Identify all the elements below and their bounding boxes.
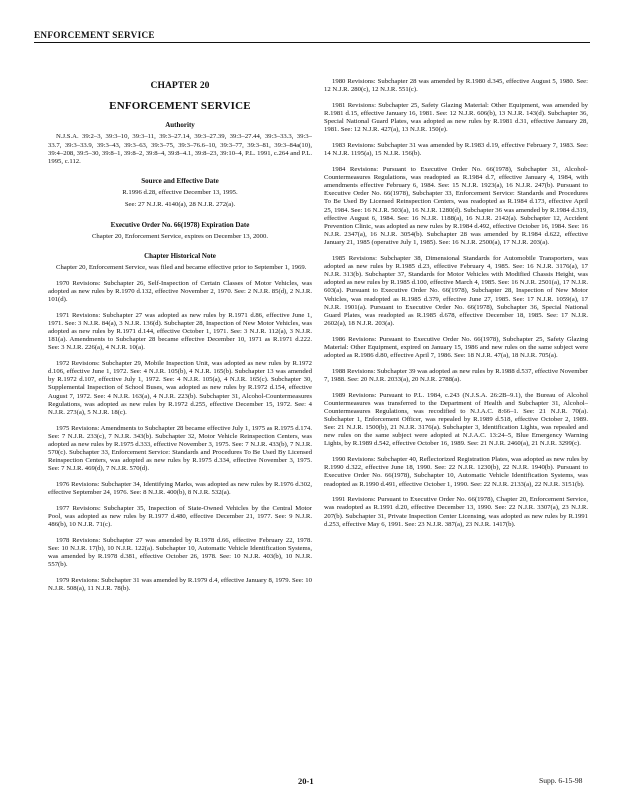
history-heading: Chapter Historical Note [144,251,216,260]
history-paragraph: 1970 Revisions: Subchapter 26, Self-Inspection of Certain Classes of Motor Vehicles, was adopted as new rules by R.1970 d.132, effective November 2, 1970. See: 2 N.J.R. 85(d), 2 N.J.R. 101(d). [48,279,312,303]
source-citation: See: 27 N.J.R. 4140(a), 28 N.J.R. 272(a). [124,201,236,209]
source-heading: Source and Effective Date [141,177,219,186]
history-paragraph: 1977 Revisions: Subchapter 35, Inspection of State-Owned Vehicles by the Central Motor Pool, was adopted as new rules by R.1977 d.480, effective December 21, 1977. See: 9 N.J.R. 486(b), 10 N.J.R. 71(c). [48,504,312,529]
source-line: R.1996 d.28, effective December 13, 1995. [122,189,238,197]
history-paragraph: 1986 Revisions: Pursuant to Executive Order No. 66(1978), Subchapter 25, Safety Glazing Material: Other Equipment, expired on January 15, 1986 and new rules on the same subject were adopted as R.1986 d.80, effective April 7, 1986. See: 18 N.J.R. 47(a), 18 N.J.R. 705(a). [324,335,588,360]
history-paragraph: 1984 Revisions: Pursuant to Executive Order No. 66(1978), Subchapter 31, Alcohol-Countermeasures Regulations, was readopted as R.1984 d.7, effective January 4, 1984, with amendments effective February 6, 1984. See: 15 N.J.R. 1923(a), 16 N.J.R. 247(b). Pursuant to Executive Order No. 66(1978), Subchapter 33, Enforcement Service: Standards and Procedures To Be Used By Licensed Reinspection Centers, was readopted as R.1984 d.173, effective April 25, 1984. See: 16 N.J.R. 503(a), 16 N.J.R. 1280(d). Subchapter 36 was amended by R.1984 d.319, effective August 6, 1984. See: 16 N.J.R. 1188(a), 16 N.J.R. 2142(a). Subchapter 12, Accident Prevention Clinic, was adopted as new rules by R.1984 d.492, effective October 16, 1984. See: 16 N.J.R. 2347(a), 16 N.J.R. 3054(b). Subchapter 28 was amended by R.1984 d.622, effective January 21, 1985 (operative July 1, 1985). See: 16 N.J.R. 2500(a), 17 N.J.R. 203(a). [324,165,588,247]
history-paragraph: 1976 Revisions: Subchapter 34, Identifying Marks, was adopted as new rules by R.1976 d.302, effective September 24, 1976. See: 8 N.J.R. 400(b), 8 N.J.R. 532(a). [48,480,312,497]
header-rule [34,42,590,43]
history-paragraph: 1979 Revisions: Subchapter 31 was amended by R.1979 d.4, effective January 8, 1979. See: 10 N.J.R. 508(a), 11 N.J.R. 78(b). [48,576,312,593]
history-paragraph: 1991 Revisions: Pursuant to Executive Order No. 66(1978), Chapter 20, Enforcement Service, was readopted as R.1991 d.20, effective December 13, 1990. See: 22 N.J.R. 3307(a), 23 N.J.R. 207(b). Subchapter 31, Private Inspection Center Licensing, was adopted as new rules by R.1991 d.253, effective May 6, 1991. See: 23 N.J.R. 387(a), 23 N.J.R. 1417(b). [324,496,588,528]
history-paragraph: 1981 Revisions: Subchapter 25, Safety Glazing Material: Other Equipment, was amended by R.1981 d.15, effective January 16, 1981. See: 12 N.J.R. 606(b), 13 N.J.R. 143(d). Subchapter 36, Special National Guard Plates, was adopted as new rules by R.1981 d.31, effective January 28, 1981. See: 12 N.J.R. 427(a), 13 N.J.R. 150(e). [324,101,588,134]
authority-heading: Authority [165,121,195,130]
authority-text: N.J.S.A. 39:2–3, 39:3–10, 39:3–11, 39:3–27.14, 39:3–27.39, 39:3–27.44, 39:3–33.3, 39:3–33.7, 39:3–33.9, 39:3–43, 39:3–63, 39:3–75, 39:3–76.6–10, 39:3–77, 39:3–81, 39:3–84a(10), 39:4–208, 39:5–30, 39:8–1, 39:8–2, 39:8–4, 39:8–4.1, 39:8–23, 39:10–4, P.L. 1991, c.264 and P.L. 1995, c.112. [48,133,312,165]
left-column [48,80,312,601]
chapter-number: CHAPTER 20 [150,80,210,91]
history-paragraph: 1971 Revisions: Subchapter 27 was adopted as new rules by R.1971 d.86, effective June 1, 1971. See: 3 N.J.R. 84(a), 3 N.J.R. 136(d). Subchapter 28, Inspection of New Motor Vehicles, was adopted as new rules by R.1971 d.144, effective October 1, 1971. See: 3 N.J.R. 112(a), 3 N.J.R. 181(a). Amendments to Subchapter 28 became effective December 10, 1971 as R.1971 d.222. See: 3 N.J.R. 226(a), 4 N.J.R. 10(a). [48,311,312,352]
page-number: 20-1 [298,776,314,786]
history-paragraph: 1975 Revisions: Amendments to Subchapter 28 became effective July 1, 1975 as R.1975 d.174. See: 7 N.J.R. 233(c), 7 N.J.R. 343(b). Subchapter 32, Motor Vehicle Reinspection Centers, was adopted as new rules by R.1975 d.333, effective November 3, 1975. See: 7 N.J.R. 433(b), 7 N.J.R. 570(c). Subchapter 33, Enforcement Service: Standards and Procedures To Be Used By Licensed Reinspection Centers, was adopted as new rules by R.1975 d.334, effective November 3, 1975. See: 7 N.J.R. 469(d), 7 N.J.R. 570(d). [48,424,312,473]
history-paragraph: 1989 Revisions: Pursuant to P.L. 1984, c.243 (N.J.S.A. 26:2B–9.1), the Bureau of Alcohol Countermeasures was transferred to the Department of Health and Subchapter 31, Alcohol–Countermeasures Regulations, was recodified to N.J.A.C. 8:66–1. See: 21 N.J.R. 70(a). Subchapter 1, Enforcement Officer, was repealed by R.1989 d.518, effective October 2, 1989. See: 21 N.J.R. 1500(b), 21 N.J.R. 3176(a). Subchapter 3, Identification Lights, was repealed and new rules on the same subject were adopted at N.J.A.C. 13:24–5, Blue Emergency Warning Lights, by R.1989 d.542, effective October 16, 1989. See: 21 N.J.R. 2460(a), 21 N.J.R. 3299(c). [324,391,588,448]
history-paragraph: 1990 Revisions: Subchapter 40, Reflectorized Registration Plates, was adopted as new rules by R.1990 d.322, effective June 18, 1990. See: 22 N.J.R. 1230(b), 22 N.J.R. 1940(b). Pursuant to Executive Order No. 66(1978), Subchapter 10, Automatic Vehicle Identification Systems, was readopted as R.1990 d.491, effective October 1, 1990. See: 22 N.J.R. 2133(a), 22 N.J.R. 3151(b). [324,456,588,488]
history-paragraph: 1972 Revisions: Subchapter 29, Mobile Inspection Unit, was adopted as new rules by R.1972 d.106, effective June 1, 1972. See: 4 N.J.R. 105(b), 4 N.J.R. 165(b). Subchapter 13 was amended by R.1972 d.107, effective July 1, 1972. See: 4 N.J.R. 105(a), 4 N.J.R. 165(c). Subchapter 30, Supplemental Inspection of School Buses, was adopted as new rules by R.1972 d.154, effective August 7, 1972. See: 4 N.J.R. 163(a), 4 N.J.R. 223(b). Subchapter 31, Alcohol-Countermeasures Regulations, was adopted as new rules by R.1972 d.255, effective December 15, 1972. See: 4 N.J.R. 273(a), 5 N.J.R. 18(c). [48,359,312,416]
history-paragraph: 1983 Revisions: Subchapter 31 was amended by R.1983 d.19, effective February 7, 1983. See: 14 N.J.R. 1195(a), 15 N.J.R. 156(b). [324,141,588,158]
history-paragraph: Chapter 20, Enforcement Service, was filed and became effective prior to September 1, 1969. [56,264,307,272]
right-column [324,78,588,536]
supplement-date: Supp. 6-15-98 [539,776,583,785]
history-paragraph: 1985 Revisions: Subchapter 38, Dimensional Standards for Automobile Transporters, was adopted as new rules by R.1985 d.23, effective February 4, 1985. See: 16 N.J.R. 3176(a), 17 N.J.R. 313(b). Subchapter 37, Standards for Motor Vehicles with Modified Chassis Height, was adopted as new rules by R.1985 d.100, effective March 4, 1985. See: 16 N.J.R. 2501(a), 17 N.J.R. 603(a). Pursuant to Executive Order No. 66(1978), Subchapter 28, Inspection of New Motor Vehicles, was readopted as R.1985 d.379, effective June 27, 1985. See: 17 N.J.R. 1059(a), 17 N.J.R. 1901(a). Pursuant to Executive Order No. 66(1978), Subchapter 36, Special National Guard Plates, was readopted as R.1985 d.678, effective December 18, 1985. See: 17 N.J.R. 2602(a), 18 N.J.R. 203(a). [324,254,588,328]
running-header: ENFORCEMENT SERVICE [34,30,155,40]
expiration-heading: Executive Order No. 66(1978) Expiration Date [110,220,250,229]
history-paragraph: 1978 Revisions: Subchapter 27 was amended by R.1978 d.66, effective February 22, 1978. See: 10 N.J.R. 17(b), 10 N.J.R. 122(a). Subchapter 10, Automatic Vehicle Identification Systems, was amended by R.1978 d.381, effective October 26, 1978. See: 10 N.J.R. 403(b), 10 N.J.R. 557(b). [48,536,312,569]
chapter-title: ENFORCEMENT SERVICE [109,100,251,113]
expiration-text: Chapter 20, Enforcement Service, expires on December 13, 2000. [91,232,269,240]
history-paragraph: 1980 Revisions: Subchapter 28 was amended by R.1980 d.345, effective August 5, 1980. See: 12 N.J.R. 280(c), 12 N.J.R. 551(c). [324,78,588,94]
history-paragraph: 1988 Revisions: Subchapter 39 was adopted as new rules by R.1988 d.537, effective November 7, 1988. See: 20 N.J.R. 2033(a), 20 N.J.R. 2788(a). [324,367,588,383]
